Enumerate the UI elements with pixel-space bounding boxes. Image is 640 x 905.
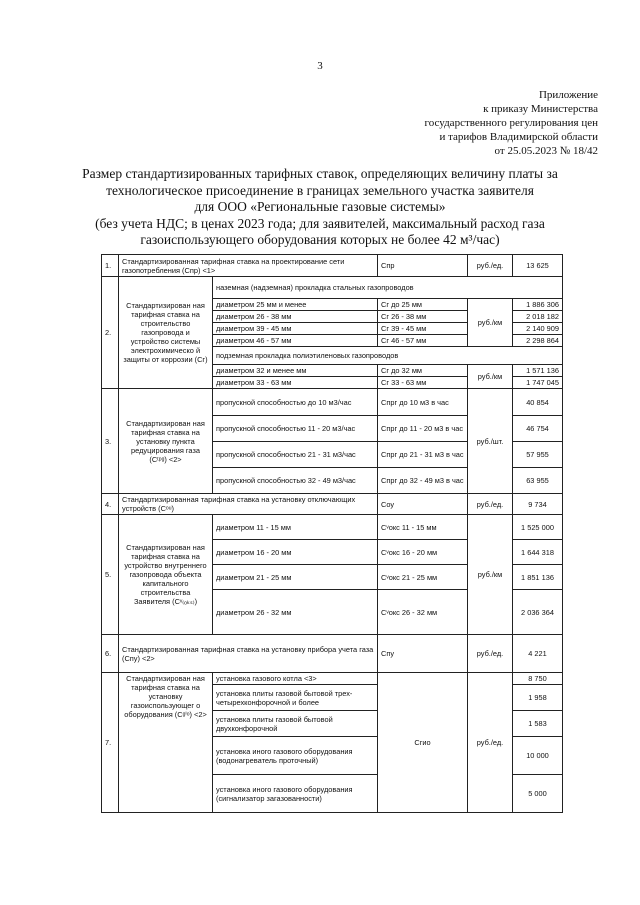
item-code: Сᵛокс 26 - 32 мм — [378, 590, 468, 635]
row-unit: руб./ед. — [468, 494, 513, 515]
item-code: Сᵛокс 11 - 15 мм — [378, 515, 468, 540]
item-description: диаметром 25 мм и менее — [213, 299, 378, 311]
title-line: для ООО «Региональные газовые системы» — [194, 199, 446, 214]
item-code: Спрг до 11 - 20 м3 в час — [378, 416, 468, 442]
row-unit: руб./шт. — [468, 389, 513, 494]
row-value: 13 625 — [513, 255, 563, 277]
table-row — [102, 277, 563, 299]
item-code: Сг до 32 мм — [378, 365, 468, 377]
title-line: газоиспользующего оборудования которых не более 42 м³/час) — [140, 232, 500, 247]
item-code: Сг 26 - 38 мм — [378, 311, 468, 323]
row-name: Стандартизированная тарифная ставка на установку прибора учета газа (Спу) <2> — [119, 635, 378, 673]
row-number: 7. — [102, 673, 119, 813]
table-row — [102, 515, 563, 540]
title-line: (без учета НДС; в ценах 2023 года; для заявителей, максимальный расход газа — [95, 215, 545, 231]
row-number: 5. — [102, 515, 119, 635]
table-row — [102, 494, 563, 515]
item-description: диаметром 33 - 63 мм — [213, 377, 378, 389]
table-row — [102, 635, 563, 673]
item-code: Сг 39 - 45 мм — [378, 323, 468, 335]
item-description: диаметром 21 - 25 мм — [213, 565, 378, 590]
item-description: диаметром 46 - 57 мм — [213, 335, 378, 347]
appendix-line: к приказу Министерства — [483, 103, 598, 115]
item-value: 1 958 — [513, 685, 563, 711]
item-value: 8 750 — [513, 673, 563, 685]
row-unit: руб./ед. — [468, 255, 513, 277]
item-description: пропускной способностью 32 - 49 м3/час — [213, 468, 378, 494]
item-description: установка иного газового оборудования (сигнализатор загазованности) — [213, 775, 378, 813]
item-code: Спрг до 32 - 49 м3 в час — [378, 468, 468, 494]
item-description: диаметром 11 - 15 мм — [213, 515, 378, 540]
item-code: Спрг до 10 м3 в час — [378, 389, 468, 416]
item-code: Сᵛокс 21 - 25 мм — [378, 565, 468, 590]
subsection-label: подземная прокладка полиэтиленовых газопроводов — [213, 347, 563, 365]
item-value: 1 583 — [513, 711, 563, 737]
item-value: 1 886 306 — [513, 299, 563, 311]
item-value: 1 851 136 — [513, 565, 563, 590]
row-code: Спу — [378, 635, 468, 673]
row-number: 2. — [102, 277, 119, 389]
item-value: 1 644 318 — [513, 540, 563, 565]
item-description: диаметром 16 - 20 мм — [213, 540, 378, 565]
row-unit: руб./км — [468, 299, 513, 347]
item-description: пропускной способностью 11 - 20 м3/час — [213, 416, 378, 442]
appendix-line: от 25.05.2023 № 18/42 — [494, 145, 598, 157]
row-unit: руб./км — [468, 515, 513, 635]
row-name: Стандартизирован ная тарифная ставка на устройство внутреннего газопровода объекта капитального строительства Заявителя (Сᵛ₍ₒₖₛ₎) — [119, 515, 213, 635]
item-code: Сг 46 - 57 мм — [378, 335, 468, 347]
item-value: 1 525 000 — [513, 515, 563, 540]
row-code: Спр — [378, 255, 468, 277]
table-row — [102, 673, 563, 685]
item-description: установка плиты газовой бытовой двухконфорочной — [213, 711, 378, 737]
row-unit: руб./ед. — [468, 673, 513, 813]
item-value: 1 571 136 — [513, 365, 563, 377]
row-number: 4. — [102, 494, 119, 515]
appendix-line: государственного регулирования цен — [424, 117, 598, 129]
item-code: Сг 33 - 63 мм — [378, 377, 468, 389]
document-title — [60, 166, 580, 249]
row-unit: руб./км — [468, 365, 513, 389]
subsection-label: наземная (надземная) прокладка стальных газопроводов — [213, 277, 563, 299]
tariff-table — [101, 254, 563, 813]
row-number: 3. — [102, 389, 119, 494]
item-value: 2 018 182 — [513, 311, 563, 323]
item-description: диаметром 32 и менее мм — [213, 365, 378, 377]
item-description: диаметром 39 - 45 мм — [213, 323, 378, 335]
item-description: диаметром 26 - 38 мм — [213, 311, 378, 323]
appendix-line: Приложение — [538, 89, 598, 101]
table-row — [102, 389, 563, 416]
row-code: Сгио — [378, 673, 468, 813]
title-line: технологическое присоединение в границах земельного участка заявителя — [106, 182, 534, 198]
item-value: 5 000 — [513, 775, 563, 813]
item-value: 2 140 909 — [513, 323, 563, 335]
row-name: Стандартизирован ная тарифная ставка на строительство газопровода и устройство системы электрохимическо й защиты от коррозии (Сг) — [119, 277, 213, 389]
row-name: Стандартизирован ная тарифная ставка на установку пункта редуцирования газа (Сᵗᵖᵍ) <2> — [119, 389, 213, 494]
item-code: Спрг до 21 - 31 м3 в час — [378, 442, 468, 468]
appendix-line: и тарифов Владимирской области — [439, 131, 598, 143]
item-description: установка плиты газовой бытовой трех- четырехконфорочной и более — [213, 685, 378, 711]
title-line: Размер стандартизированных тарифных ставок, определяющих величину платы за — [82, 166, 558, 181]
item-value: 1 747 045 — [513, 377, 563, 389]
appendix-header — [425, 88, 598, 158]
row-number: 6. — [102, 635, 119, 673]
item-code: Сг до 25 мм — [378, 299, 468, 311]
item-value: 63 955 — [513, 468, 563, 494]
row-name: Стандартизированная тарифная ставка на установку отключающих устройств (Сᵒᵘ) — [119, 494, 378, 515]
item-value: 57 955 — [513, 442, 563, 468]
item-description: установка газового котла <3> — [213, 673, 378, 685]
item-code: Сᵛокс 16 - 20 мм — [378, 540, 468, 565]
item-description: установка иного газового оборудования (водонагреватель проточный) — [213, 737, 378, 775]
item-description: пропускной способностью до 10 м3/час — [213, 389, 378, 416]
item-description: диаметром 26 - 32 мм — [213, 590, 378, 635]
item-value: 40 854 — [513, 389, 563, 416]
item-value: 2 036 364 — [513, 590, 563, 635]
row-number: 1. — [102, 255, 119, 277]
row-name: Стандартизированная тарифная ставка на проектирование сети газопотребления (Спр) <1> — [119, 255, 378, 277]
item-value: 46 754 — [513, 416, 563, 442]
row-name: Стандартизирован ная тарифная ставка на установку газоиспользующег о оборудования (Сᵍⁱᵒ) <2> — [119, 673, 213, 813]
row-unit: руб./ед. — [468, 635, 513, 673]
item-value: 2 298 864 — [513, 335, 563, 347]
row-code: Соу — [378, 494, 468, 515]
item-description: пропускной способностью 21 - 31 м3/час — [213, 442, 378, 468]
row-value: 9 734 — [513, 494, 563, 515]
row-value: 4 221 — [513, 635, 563, 673]
page-number: 3 — [317, 60, 323, 72]
table-row — [102, 255, 563, 277]
item-value: 10 000 — [513, 737, 563, 775]
